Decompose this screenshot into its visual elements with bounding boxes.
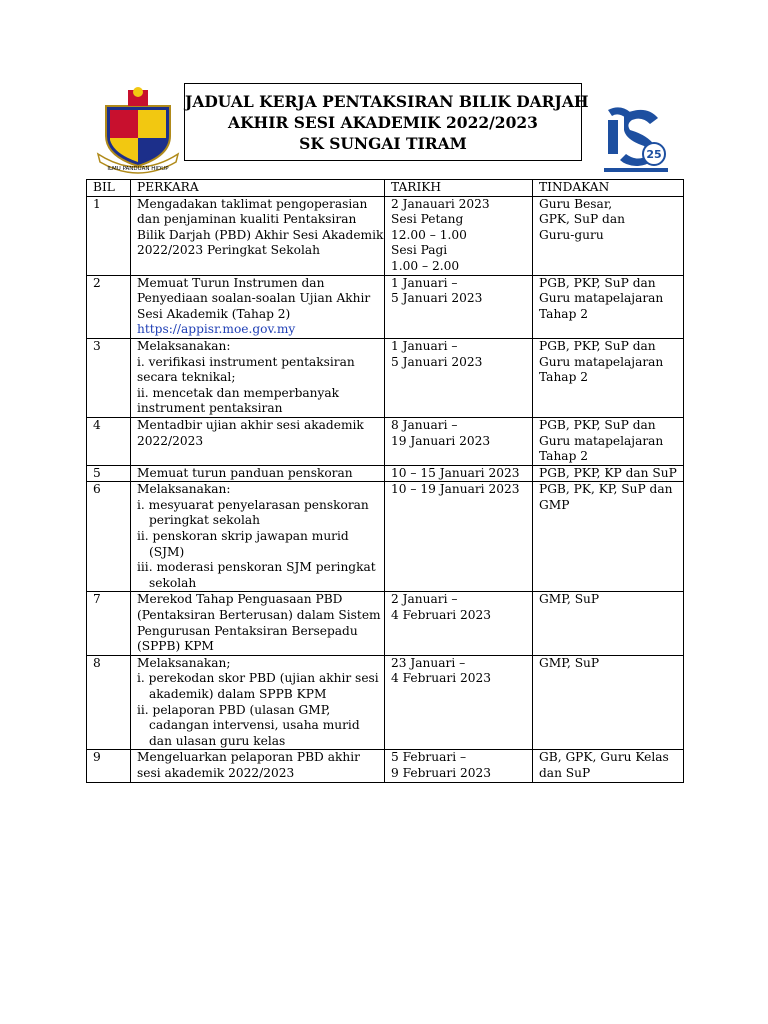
cell-perkara: [131, 482, 385, 592]
perkara-line: ii. mencetak dan memperbanyak: [137, 385, 340, 400]
tarikh-line: 1 Januari –: [391, 275, 458, 290]
tindakan-line: GMP, SuP: [539, 592, 600, 607]
perkara-line: Mengeluarkan pelaporan PBD akhir: [137, 750, 360, 765]
tindakan-line: PGB, PKP, SuP dan: [539, 338, 656, 353]
tindakan-line: Guru Besar,: [539, 196, 613, 211]
cell-tarikh: [385, 196, 533, 275]
schedule-table: [86, 179, 684, 783]
perkara-line: dan penjaminan kualiti Pentaksiran: [137, 212, 357, 227]
perkara-line: Mengadakan taklimat pengoperasian: [137, 196, 368, 211]
cell-bil: 4: [87, 417, 131, 465]
cell-tindakan: [533, 750, 684, 782]
tarikh-line: 10 – 15 Januari 2023: [391, 465, 520, 480]
perkara-line: (SPPB) KPM: [137, 639, 214, 654]
perkara-line: peringkat sekolah: [149, 513, 261, 528]
cell-tindakan: [533, 417, 684, 465]
perkara-line: 2022/2023 Peringkat Sekolah: [137, 243, 320, 258]
perkara-line: 2022/2023: [137, 433, 204, 448]
tarikh-line: 2 Janauari 2023: [391, 196, 490, 211]
perkara-line: ii. penskoran skrip jawapan murid: [137, 529, 349, 544]
tarikh-line: 10 – 19 Januari 2023: [391, 482, 520, 497]
tarikh-line: 2 Januari –: [391, 592, 458, 607]
cell-tindakan: [533, 275, 684, 338]
perkara-line: i. verifikasi instrument pentaksiran: [137, 354, 355, 369]
tarikh-line: 19 Januari 2023: [391, 433, 491, 448]
tindakan-line: PGB, PKP, SuP dan: [539, 417, 656, 432]
header-perkara: PERKARA: [131, 180, 385, 197]
table-row: [87, 465, 684, 482]
table-row: [87, 196, 684, 275]
cell-tarikh: [385, 465, 533, 482]
perkara-line: Melaksanakan:: [137, 482, 231, 497]
cell-tarikh: [385, 275, 533, 338]
tindakan-line: Tahap 2: [539, 370, 588, 385]
table-row: [87, 482, 684, 592]
perkara-line: Pengurusan Pentaksiran Bersepadu: [137, 623, 358, 638]
tindakan-line: Guru matapelajaran: [539, 354, 664, 369]
appisr-link[interactable]: https://appisr.moe.gov.my: [137, 322, 296, 337]
perkara-line: Melaksanakan:: [137, 338, 231, 353]
title-line-1: JADUAL KERJA PENTAKSIRAN BILIK DARJAH: [185, 92, 589, 111]
tindakan-line: Guru-guru: [539, 227, 604, 242]
tarikh-line: Sesi Pagi: [391, 243, 448, 258]
perkara-line: sekolah: [149, 575, 197, 590]
title-line-3: SK SUNGAI TIRAM: [299, 134, 467, 153]
perkara-line: Memuat Turun Instrumen dan: [137, 275, 325, 290]
tarikh-line: 4 Februari 2023: [391, 671, 491, 686]
perkara-line: cadangan intervensi, usaha murid: [149, 718, 360, 733]
cell-perkara: [131, 338, 385, 417]
cell-bil: 5: [87, 465, 131, 482]
table-row: [87, 655, 684, 750]
cell-tarikh: [385, 482, 533, 592]
tindakan-line: PGB, PKP, SuP dan: [539, 275, 656, 290]
tarikh-line: 9 Februari 2023: [391, 765, 491, 780]
cell-tarikh: [385, 750, 533, 782]
cell-bil: 6: [87, 482, 131, 592]
cell-perkara: [131, 465, 385, 482]
tarikh-line: 1.00 – 2.00: [391, 258, 460, 273]
crest-motto: ILMU PANDUAN HIDUP: [107, 166, 169, 172]
perkara-line: (SJM): [149, 544, 185, 559]
cell-tarikh: [385, 655, 533, 750]
table-row: [87, 592, 684, 655]
schedule-body: [87, 196, 684, 782]
tindakan-line: Guru matapelajaran: [539, 433, 664, 448]
table-row: [87, 275, 684, 338]
cell-bil: 9: [87, 750, 131, 782]
table-row: [87, 750, 684, 782]
table-row: [87, 417, 684, 465]
perkara-line: Bilik Darjah (PBD) Akhir Sesi Akademik: [137, 227, 384, 242]
cell-perkara: [131, 655, 385, 750]
tindakan-line: Tahap 2: [539, 449, 588, 464]
perkara-line: iii. moderasi penskoran SJM peringkat: [137, 560, 376, 575]
perkara-line: i. mesyuarat penyelarasan penskoran: [137, 497, 369, 512]
tarikh-line: 8 Januari –: [391, 417, 458, 432]
perkara-line: i. perekodan skor PBD (ujian akhir sesi: [137, 671, 379, 686]
tindakan-line: PGB, PKP, KP dan SuP: [539, 465, 677, 480]
tindakan-line: PGB, PK, KP, SuP dan: [539, 482, 673, 497]
cell-tarikh: [385, 338, 533, 417]
tarikh-line: 4 Februari 2023: [391, 608, 491, 623]
perkara-line: instrument pentaksiran: [137, 401, 283, 416]
cell-perkara: [131, 275, 385, 338]
tindakan-line: GB, GPK, Guru Kelas: [539, 750, 669, 765]
header-tarikh: TARIKH: [385, 180, 533, 197]
cell-tindakan: [533, 482, 684, 592]
cell-bil: 2: [87, 275, 131, 338]
perkara-line: (Pentaksiran Berterusan) dalam Sistem: [137, 608, 381, 623]
pbd-25-logo: [600, 102, 672, 174]
perkara-line: Mentadbir ujian akhir sesi akademik: [137, 417, 364, 432]
tarikh-line: 12.00 – 1.00: [391, 227, 467, 242]
perkara-line: dan ulasan guru kelas: [149, 733, 286, 748]
perkara-line: Melaksanakan;: [137, 655, 231, 670]
cell-tindakan: [533, 196, 684, 275]
tarikh-line: 23 Januari –: [391, 655, 466, 670]
tarikh-line: 5 Januari 2023: [391, 291, 483, 306]
tindakan-line: GPK, SuP dan: [539, 212, 625, 227]
cell-tindakan: [533, 655, 684, 750]
cell-perkara: [131, 417, 385, 465]
document-title-box: [184, 83, 589, 161]
tarikh-line: 1 Januari –: [391, 338, 458, 353]
header-bil: BIL: [87, 180, 131, 197]
logo-number: 25: [646, 148, 662, 161]
cell-tindakan: [533, 465, 684, 482]
perkara-line: akademik) dalam SPPB KPM: [149, 687, 327, 701]
cell-bil: 3: [87, 338, 131, 417]
table-row: [87, 338, 684, 417]
perkara-line: Penyediaan soalan-soalan Ujian Akhir: [137, 291, 371, 306]
table-header-row: [87, 180, 684, 197]
cell-bil: 8: [87, 655, 131, 750]
perkara-line: Merekod Tahap Penguasaan PBD: [137, 592, 343, 607]
tindakan-line: GMP: [539, 497, 570, 512]
tarikh-line: 5 Februari –: [391, 750, 467, 765]
cell-tarikh: [385, 417, 533, 465]
tindakan-line: GMP, SuP: [539, 655, 600, 670]
school-crest-logo: [96, 84, 180, 174]
cell-perkara: [131, 750, 385, 782]
perkara-line: secara teknikal;: [137, 370, 236, 385]
cell-bil: 7: [87, 592, 131, 655]
perkara-line: sesi akademik 2022/2023: [137, 765, 295, 780]
title-line-2: AKHIR SESI AKADEMIK 2022/2023: [228, 113, 538, 132]
tindakan-line: dan SuP: [539, 765, 591, 780]
cell-bil: 1: [87, 196, 131, 275]
cell-tindakan: [533, 338, 684, 417]
tindakan-line: Guru matapelajaran: [539, 291, 664, 306]
cell-perkara: [131, 196, 385, 275]
tindakan-line: Tahap 2: [539, 306, 588, 321]
perkara-line: ii. pelaporan PBD (ulasan GMP,: [137, 702, 331, 717]
header-tindakan: TINDAKAN: [533, 180, 684, 197]
perkara-line: Sesi Akademik (Tahap 2): [137, 306, 291, 321]
cell-tarikh: [385, 592, 533, 655]
perkara-line: Memuat turun panduan penskoran: [137, 465, 353, 480]
tarikh-line: 5 Januari 2023: [391, 354, 483, 369]
cell-tindakan: [533, 592, 684, 655]
cell-perkara: [131, 592, 385, 655]
tarikh-line: Sesi Petang: [391, 212, 464, 227]
